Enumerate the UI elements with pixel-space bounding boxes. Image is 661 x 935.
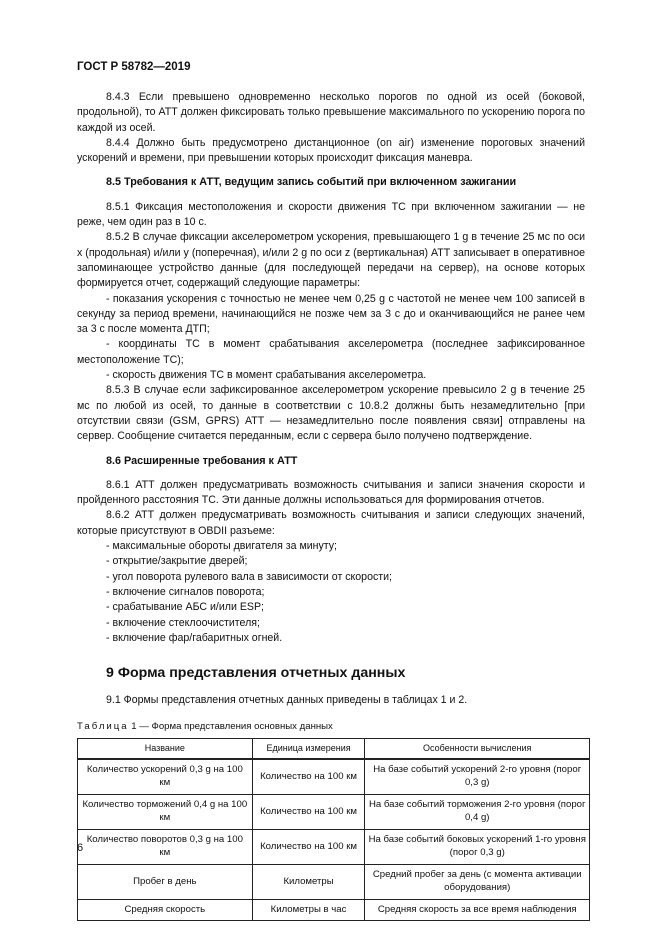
table-row — [78, 899, 590, 920]
table-1 — [77, 738, 590, 921]
paragraph-8-5-1: 8.5.1 Фиксация местоположения и скорости движения ТС при включенном зажигании — не реже, чем один раз в 10 с. — [77, 200, 585, 229]
paragraph-8-4-4: 8.4.4 Должно быть предусмотрено дистанционное (on air) изменение пороговых значений ускорений и времени, при превышении которых происходит фиксация маневра. — [77, 136, 585, 165]
table-cell: Средний пробег за день (с момента активации оборудования) — [365, 864, 590, 899]
paragraph-8-4-3: 8.4.3 Если превышено одновременно несколько порогов по одной из осей (боковой, продольной), то АТТ должен фиксировать только превышение максимального по ускорению порога по каждой из осей. — [77, 91, 585, 134]
table-header-row — [78, 738, 590, 759]
chapter-title-9: 9 Форма представления отчетных данных — [106, 665, 406, 682]
table-cell: Средняя скорость — [78, 899, 253, 920]
page-number: 6 — [77, 842, 84, 854]
page-content — [77, 90, 585, 921]
list-item: - включение стеклоочистителя; — [106, 616, 260, 629]
table-row — [78, 829, 590, 864]
table-cell: Количество поворотов 0,3 g на 100 км — [78, 829, 253, 864]
table-cell: Километры — [252, 864, 365, 899]
table-cell: Количество на 100 км — [252, 829, 365, 864]
list-item: - срабатывание АБС и/или ESP; — [106, 601, 264, 614]
table-cell: На базе событий боковых ускорений 1-го уровня (порог 0,3 g) — [365, 829, 590, 864]
table-row — [78, 864, 590, 899]
paragraph-8-5-3: 8.5.3 В случае если зафиксированное акселерометром ускорение превысило 2 g в течение 25 мс по любой из осей, то данные в соответствии с 10.8.2 должны быть незамедлительно [при отсутствии связи (GSM, GPRS) АТТ — незамедлительно после появления связи] отправлены на сервер. Сообщение считается переданным, если с сервера было получено подтверждение. — [77, 384, 585, 443]
table-cell: Километры в час — [252, 899, 365, 920]
list-item: - скорость движения ТС в момент срабатывания акселерометра. — [106, 369, 427, 382]
column-header-unit: Единица измерения — [252, 738, 365, 759]
table-cell: На базе событий торможения 2-го уровня (порог 0,4 g) — [365, 794, 590, 829]
paragraph-8-6-2: 8.6.2 АТТ должен предусматривать возможность считывания и записи следующих значений, которые присутствуют в OBDII разъеме: — [77, 509, 585, 537]
table-caption-label: Таблица — [77, 720, 129, 732]
table-row — [78, 794, 590, 829]
document-code-header: ГОСТ Р 58782—2019 — [77, 61, 191, 73]
table-cell: Пробег в день — [78, 864, 253, 899]
section-title-8-6: 8.6 Расширенные требования к АТТ — [106, 454, 298, 467]
list-item: - угол поворота рулевого вала в зависимости от скорости; — [106, 570, 392, 583]
list-item: - показания ускорения с точностью не менее чем 0,25 g с частотой не менее чем 100 записей в секунду за период времени, начинающийся не позже чем за 3 с до и оканчивающийся не ранее чем за 3 с после момента ДТП; — [77, 292, 585, 336]
paragraph-8-5-2: 8.5.2 В случае фиксации акселерометром ускорения, превышающего 1 g в течение 25 мс по оси x (продольная) и/или y (поперечная), и/или 2 g по оси z (вертикальная) АТТ записывает в оперативное запоминающее устройство данные (для последующей передачи на сервер), на основе которых формируется отчет, содержащий следующие параметры: — [77, 231, 585, 290]
list-item: - максимальные обороты двигателя за минуту; — [106, 540, 338, 553]
table-cell: Количество на 100 км — [252, 794, 365, 829]
table-cell: На базе событий ускорений 2-го уровня (порог 0,3 g) — [365, 759, 590, 795]
table-cell: Средняя скорость за все время наблюдения — [365, 899, 590, 920]
column-header-name: Название — [78, 738, 253, 759]
table-cell: Количество ускорений 0,3 g на 100 км — [78, 759, 253, 795]
table-row — [78, 759, 590, 795]
list-item: - включение фар/габаритных огней. — [106, 631, 283, 644]
table-caption-text: 1 — Форма представления основных данных — [131, 720, 333, 732]
list-item: - координаты ТС в момент срабатывания акселерометра (последнее зафиксированное местоположение ТС); — [77, 338, 585, 366]
list-item: - включение сигналов поворота; — [106, 585, 265, 598]
column-header-calculation: Особенности вычисления — [365, 738, 590, 759]
table-cell: Количество на 100 км — [252, 759, 365, 795]
list-item: - открытие/закрытие дверей; — [106, 555, 248, 568]
table-caption — [77, 719, 585, 734]
section-title-8-5: 8.5 Требования к АТТ, ведущим запись событий при включенном зажигании — [106, 176, 517, 189]
table-cell: Количество торможений 0,4 g на 100 км — [78, 794, 253, 829]
paragraph-8-6-1: 8.6.1 АТТ должен предусматривать возможность считывания и записи значения скорости и пройденного расстояния ТС. Эти данные должны использоваться для формирования отчетов. — [77, 478, 585, 507]
paragraph-9-1: 9.1 Формы представления отчетных данных приведены в таблицах 1 и 2. — [106, 694, 468, 707]
